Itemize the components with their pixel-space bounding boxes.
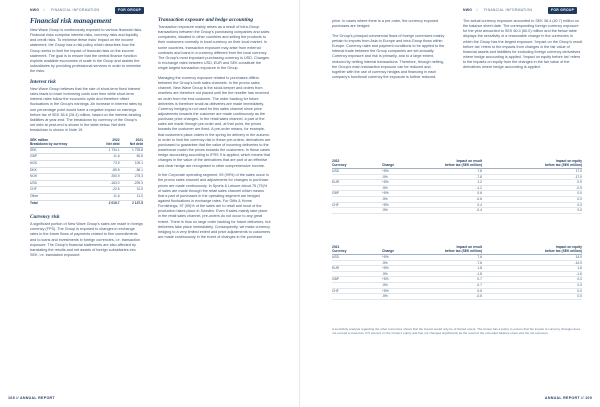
- table-cell: NOK: [30, 174, 96, 181]
- table-cell: GBP: [332, 191, 339, 196]
- table-cell: 7.6: [477, 255, 482, 259]
- table-cell: -163.0: [96, 180, 119, 187]
- table-cell: -1.8: [476, 271, 482, 276]
- table-cell: 17.0: [575, 169, 582, 173]
- net-debt-table-body: [30, 147, 143, 206]
- table-cell: 0.7: [477, 277, 482, 282]
- table-cell: +5%: [382, 277, 389, 282]
- table-cell: -14.0: [574, 260, 582, 265]
- header-section: FINANCIAL INFORMATION: [484, 8, 533, 12]
- table-cell: 1 793.8: [120, 147, 143, 154]
- left-footer: 108 // ANNUAL REPORT: [8, 396, 55, 400]
- table-cell: -89.5: [96, 167, 119, 174]
- table-cell: 11.6: [96, 154, 119, 161]
- right-footer: ANNUAL REPORT // 109: [544, 396, 592, 400]
- table-header: Change: [382, 249, 395, 253]
- right-page: [300, 0, 600, 407]
- table-cell: -5%: [382, 196, 388, 201]
- table-body: [332, 169, 582, 214]
- table-cell: 73.9: [96, 161, 119, 168]
- table-cell: -5%: [382, 174, 388, 179]
- right-column-1: [332, 19, 445, 85]
- table-cell: +5%: [382, 266, 389, 271]
- brand-logo: NWG: [30, 8, 40, 12]
- table-cell: 1.8: [477, 266, 482, 271]
- table-cell: +5%: [382, 191, 389, 196]
- table-cell: CHF: [332, 288, 339, 293]
- table-cell: 0.9: [577, 180, 582, 185]
- header-section: FINANCIAL INFORMATION: [51, 8, 100, 12]
- table-cell: 0.4: [477, 202, 482, 207]
- paragraph: New Wave Group is continuously exposed to various financial risks. Financial risks comprise interest risks, currency risks and liquidity and credit risks. To minimise these risks' impact on the income statement, the Group has a risk policy which describes how the Group seeks to limit the impact of financial risks on the income statement. The goal is to ensure that the central finance function exploits available economies of scale in the Group and assists the subsidiaries by providing professional services in order to minimise the risks.: [30, 28, 143, 74]
- table-cell: 0.0: [577, 282, 582, 287]
- table-cell: 0.0: [577, 288, 582, 293]
- table-cell: CHF: [332, 202, 339, 207]
- table-cell: 2 019.7: [108, 200, 120, 205]
- left-column-2: [158, 17, 271, 245]
- table-header: 2021 Net debt: [120, 138, 143, 148]
- table-cell: 11.0: [120, 193, 143, 200]
- table-cell: 11.6: [96, 193, 119, 200]
- paragraph: In the Corporate operating segment, 99 (99%) of the sales occur in the promo sales channel and adjustments for changes in purchase prices are made continuously. In Sports & Leisure about 75 (75)% of sales are made through the retail sales channel which means that a part of purchases in the operating segment are hedged against fluctuations in exchange rates. For Gifts & Home Furnishings, 97 (95)% of the sales are to retail and most of the production takes place in Sweden. Even if sales mainly take place in the retail sales channel, pre-orders do not occur to any great extent. There is thus no large order backlog for future deliveries, but deliveries take place immediately. Consequently, we make currency hedging to a very limited extent and price adjustments to customers are made continuously in the event of changes in the purchase: [158, 173, 271, 240]
- table-cell: NOK: [30, 161, 96, 168]
- left-header: [0, 6, 300, 16]
- table-cell: 250.9: [96, 174, 119, 181]
- table-cell: -22.6: [96, 187, 119, 194]
- table-cell: EUR: [332, 266, 339, 271]
- table-row: [30, 147, 143, 154]
- table-cell: -0.7: [476, 282, 482, 287]
- table-cell: 0.0: [577, 191, 582, 196]
- paragraph: The actual currency exposure amounted to SEK 38.4 (40.7) million on the balance sheet date. The corresponding foreign currency exposure for the year amounted to SEK 60.0 (60.0) million and the below table displays the sensitivity of a reasonable change in the currencies in which the Group has the largest exposure. 'Impact on the Group's result before tax' refers to the impacts from changes in the fair value of financial assets and liabilities for excluding foreign currency derivatives where hedge accounting is applied. 'Impact on equity before tax' refers to the impacts on equity from the changes in the fair value of the derivatives where hedge accounting is applied.: [463, 19, 583, 70]
- table-cell: -7.6: [476, 260, 482, 265]
- paragraph: Managing the currency exposure related to purchases differs between the Group's both sales channels. In the promo sales channel, New Wave Group is the stock keeper and orders from resellers are therefore not placed until the the reseller has received an order from the end customer. The order backlog for future deliveries is therefore small as deliveries are made immediately. Currency hedging is not used for this sales channel since price adjustments towards the customer are made continuously as the purchase price changes. In the retail sales channel, a part of the sales are made through pre-order and, at that point, the prices towards the customer are fixed. A pre-order means, for example, that customers place orders in the spring for delivery in the autumn. In order to limit the currency risk in these pre-orders, derivatives are purchased to guarantee that the value of incoming deliveries to the warehouse match the prices towards the customers. In these cases hedge accounting according to IFRS 9 is applied, which means that changes in the value of the derivatives that are part of an effective and clear hedge are recognised in other comprehensive income.: [158, 75, 271, 168]
- heading-currency-risk: Currency risk: [30, 214, 60, 221]
- table-cell: -209.3: [120, 180, 143, 187]
- table-cell: -5%: [382, 294, 388, 299]
- table-total-row: [30, 200, 143, 206]
- table-cell: -5%: [382, 271, 388, 276]
- table-cell: +5%: [382, 180, 389, 185]
- paragraph: price. In cases where there is a pre-order, the currency exposed purchases are hedged.: [332, 19, 439, 29]
- table-row: [332, 294, 582, 300]
- table-cell: -0.5: [476, 294, 482, 299]
- table-cell: 0.0: [577, 202, 582, 207]
- table-row: [30, 187, 143, 194]
- table-row: [332, 208, 582, 214]
- table-row: [30, 154, 143, 161]
- table-cell: 0.0: [577, 277, 582, 282]
- paragraph: The Group's principal commercial flows of foreign currencies mainly pertain to imports from Asia to Europe and intra-Group flows within Europe. Currency rates and payment conditions to be applied to the internal trade between the Group companies are set annually. Currency exposure and risk is primarily, and to a large extent, reduced by netting internal transactions. Therefore, through netting, the Group's main transaction exposure can be reduced and, together with the use of currency hedges and financing in each company's functional currency the exposure is further reduced.: [332, 33, 445, 80]
- table-cell: 109.1: [120, 161, 143, 168]
- table-header: 2022 Net debt: [96, 138, 119, 148]
- table-cell: -0.4: [476, 208, 482, 213]
- brand-logo: NWG: [463, 8, 473, 12]
- table-cell: 31.5: [120, 187, 143, 194]
- table-header: Impact on result before tax (SEK million): [444, 159, 482, 167]
- table-cell: 14.0: [575, 255, 582, 259]
- table-header: Impact on equity before tax (SEK million): [544, 159, 582, 167]
- table-header: Impact on equity before tax (SEK million): [544, 245, 582, 253]
- table-cell: -1.6: [576, 271, 582, 276]
- table-cell: +5%: [382, 288, 389, 293]
- table-cell: 1.6: [577, 266, 582, 271]
- table-cell: -0.9: [576, 185, 582, 190]
- table-row: [30, 167, 143, 174]
- table-cell: CHF: [30, 187, 96, 194]
- net-debt-table: [30, 138, 143, 206]
- table-header: 2021 Currency: [332, 245, 347, 253]
- table-cell: -56.1: [120, 167, 143, 174]
- table-cell: DKK: [30, 167, 96, 174]
- table-cell: -1.2: [476, 185, 482, 190]
- table-cell: 0.0: [577, 208, 582, 213]
- table-body: [332, 255, 582, 300]
- table-cell: 7.8: [477, 169, 482, 173]
- heading-interest-risk: Interest risk: [30, 78, 56, 85]
- table-cell: Total: [30, 200, 38, 205]
- table-cell: USD: [332, 255, 339, 259]
- header-tag: FOR GROUP: [115, 7, 144, 14]
- table-cell: -17.0: [574, 174, 582, 179]
- table-cell: 0.0: [577, 294, 582, 299]
- paragraph: Transaction exposure mainly arises as a result of intra-Group transactions between the Group's purchasing companies and sales companies, situated in other countries and selling the products to their customers normally in local currency on their local market. In some countries, transaction exposure may arise from external contracts and loans in a currency different from the local currency. The Group's most important purchasing currency is USD. Changes in exchange rates between USD, EUR and SEK constitute the single largest transaction exposure in the Group.: [158, 25, 270, 71]
- table-cell: USD: [332, 169, 339, 173]
- table-head: [332, 240, 582, 255]
- footnote: A sensitivity analysis regarding the other currencies shows that the impact would only be of limited extent. The Group has a policy to ensure that the impact of currency changes does not exceed a maximum of 5 percent on the Group's equity and has not changed significantly as the result of the extended balance sheet and the net exposure.: [332, 327, 581, 336]
- table-header: 2022 Currency: [332, 159, 347, 167]
- left-column-1: [30, 17, 143, 263]
- table-row: [30, 161, 143, 168]
- table-cell: 0.0: [577, 196, 582, 201]
- table-header: SEK million Breakdown by currency: [30, 138, 96, 148]
- table-head: [332, 154, 582, 169]
- table-cell: 1 734.1: [96, 147, 119, 154]
- table-cell: 275.3: [120, 174, 143, 181]
- table-cell: +5%: [382, 169, 389, 173]
- table-cell: 60.8: [120, 154, 143, 161]
- table-cell: GBP: [30, 154, 96, 161]
- table-cell: USD: [30, 180, 96, 187]
- table-cell: -0.6: [476, 196, 482, 201]
- table-row: [30, 193, 143, 200]
- table-cell: 0.6: [477, 191, 482, 196]
- table-cell: -5%: [382, 282, 388, 287]
- table-header: Impact on result before tax (SEK million): [444, 245, 482, 253]
- table-cell: -5%: [382, 260, 388, 265]
- table-row: [30, 180, 143, 187]
- table-cell: EUR: [332, 180, 339, 185]
- sensitivity-table-2022: [332, 154, 582, 214]
- right-column-2: [463, 19, 583, 75]
- paragraph: A significant portion of New Wave Group's sales are made in foreign currency (FPS). The Group is exposed to changes in exchange rates in the future flows of payments related to firm commitments and to loans and investments in foreign currencies, i.e. transaction exposure. The Group's financial statements are also affected by translating the results and net assets of foreign subsidiaries into SEK, i.e. translation exposure.: [30, 222, 143, 258]
- table-cell: GBP: [332, 277, 339, 282]
- heading-financial-risk: Financial risk management: [30, 17, 112, 25]
- right-header: [300, 6, 600, 16]
- paragraph: New Wave Group believes that the size of short-term fixed interest rates leads to lower borrowing costs over time while short-term interest rates follow the economic cycle and therefore offset fluctuations in the Group's earnings. An increase in interest rates by one percentage point would have a negative impact on earnings before tax of SEK 36.6 (28.4) million, based on the interest-bearing liabilities at year-end. The breakdown by currency of the Group's net debt at year-end is shown in the table below. Net debt breakdown is shown in Note 19.: [30, 86, 143, 133]
- header-separator: //: [43, 8, 46, 12]
- table-cell: Other: [30, 193, 96, 200]
- table-cell: -5%: [382, 185, 388, 190]
- table-cell: +5%: [382, 202, 389, 207]
- heading-transaction-exposure: Transaction exposure and hedge accounting: [158, 17, 253, 23]
- table-header: Change: [382, 163, 395, 167]
- table-cell: 0.5: [477, 288, 482, 293]
- table-cell: -5%: [382, 208, 388, 213]
- table-cell: 1.2: [477, 180, 482, 185]
- sensitivity-table-2021: [332, 240, 582, 300]
- table-cell: +5%: [382, 255, 389, 259]
- table-row: [30, 174, 143, 181]
- table-cell: -7.8: [476, 174, 482, 179]
- table-cell: 2 137.5: [132, 200, 143, 205]
- header-tag: FOR GROUP: [548, 7, 577, 14]
- header-separator: //: [476, 8, 479, 12]
- table-cell: SEK: [30, 147, 96, 154]
